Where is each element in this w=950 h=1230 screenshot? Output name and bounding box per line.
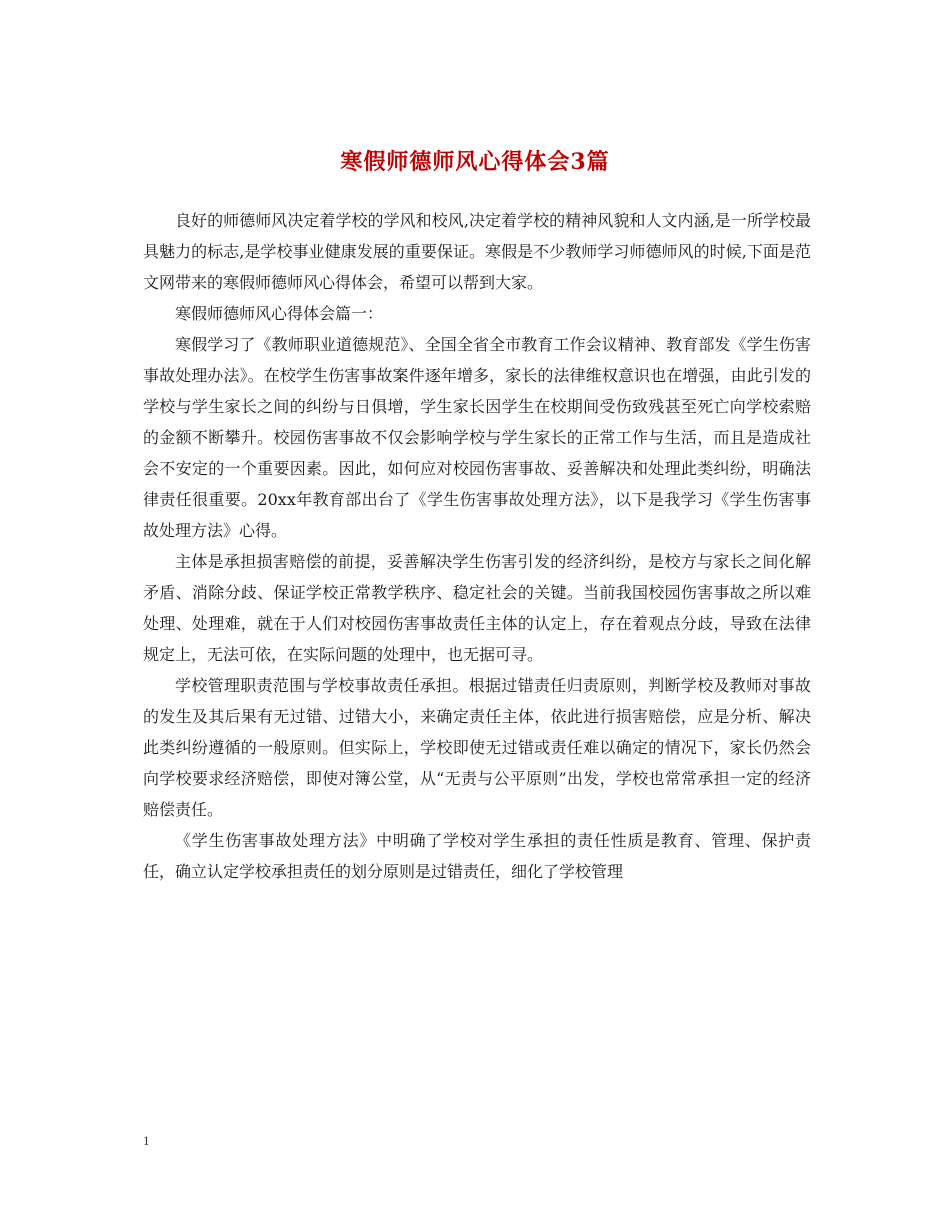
paragraph: 寒假学习了《教师职业道德规范》、全国全省全市教育工作会议精神、教育部发《学生伤害事故处理办法》。在校学生伤害事故案件逐年增多，家长的法律维权意识也在增强，由此引发的学校与学生家长之间的纠纷与日俱增，学生家长因学生在校期间受伤致残甚至死亡向学校索赔的金额不断攀升。校园伤害事故不仅会影响学校与学生家长的正常工作与生活，而且是造成社会不安定的一个重要因素。因此，如何应对校园伤害事故、妥善解决和处理此类纠纷，明确法律责任很重要。20xx年教育部出台了《学生伤害事故处理方法》，以下是我学习《学生伤害事故处理方法》心得。	[143, 335, 811, 540]
document-body	[143, 205, 811, 887]
paragraph: 主体是承担损害赔偿的前提，妥善解决学生伤害引发的经济纠纷，是校方与家长之间化解矛盾、消除分歧、保证学校正常教学秩序、稳定社会的关键。当前我国校园伤害事故之所以难处理、处理难，就在于人们对校园伤害事故责任主体的认定上，存在着观点分歧，导致在法律规定上，无法可依，在实际问题的处理中，也无据可寻。	[143, 552, 811, 664]
paragraph: 《学生伤害事故处理方法》中明确了学校对学生承担的责任性质是教育、管理、保护责任，确立认定学校承担责任的划分原则是过错责任，细化了学校管理	[143, 831, 811, 881]
section-heading: 寒假师德师风心得体会篇一：	[175, 304, 384, 323]
paragraph: 学校管理职责范围与学校事故责任承担。根据过错责任归责原则，判断学校及教师对事故的发生及其后果有无过错、过错大小，来确定责任主体，依此进行损害赔偿，应是分析、解决此类纠纷遵循的一般原则。但实际上，学校即使无过错或责任难以确定的情况下，家长仍然会向学校要求经济赔偿，即使对簿公堂，从“无责与公平原则”出发，学校也常常承担一定的经济赔偿责任。	[143, 676, 811, 819]
page-title: 寒假师德师风心得体会3篇	[340, 148, 610, 175]
paragraph-intro: 良好的师德师风决定着学校的学风和校风,决定着学校的精神风貌和人文内涵,是一所学校最具魅力的标志,是学校事业健康发展的重要保证。寒假是不少教师学习师德师风的时候,下面是范文网带来的寒假师德师风心得体会，希望可以帮到大家。	[143, 211, 811, 292]
page-number: 1	[143, 1133, 150, 1148]
